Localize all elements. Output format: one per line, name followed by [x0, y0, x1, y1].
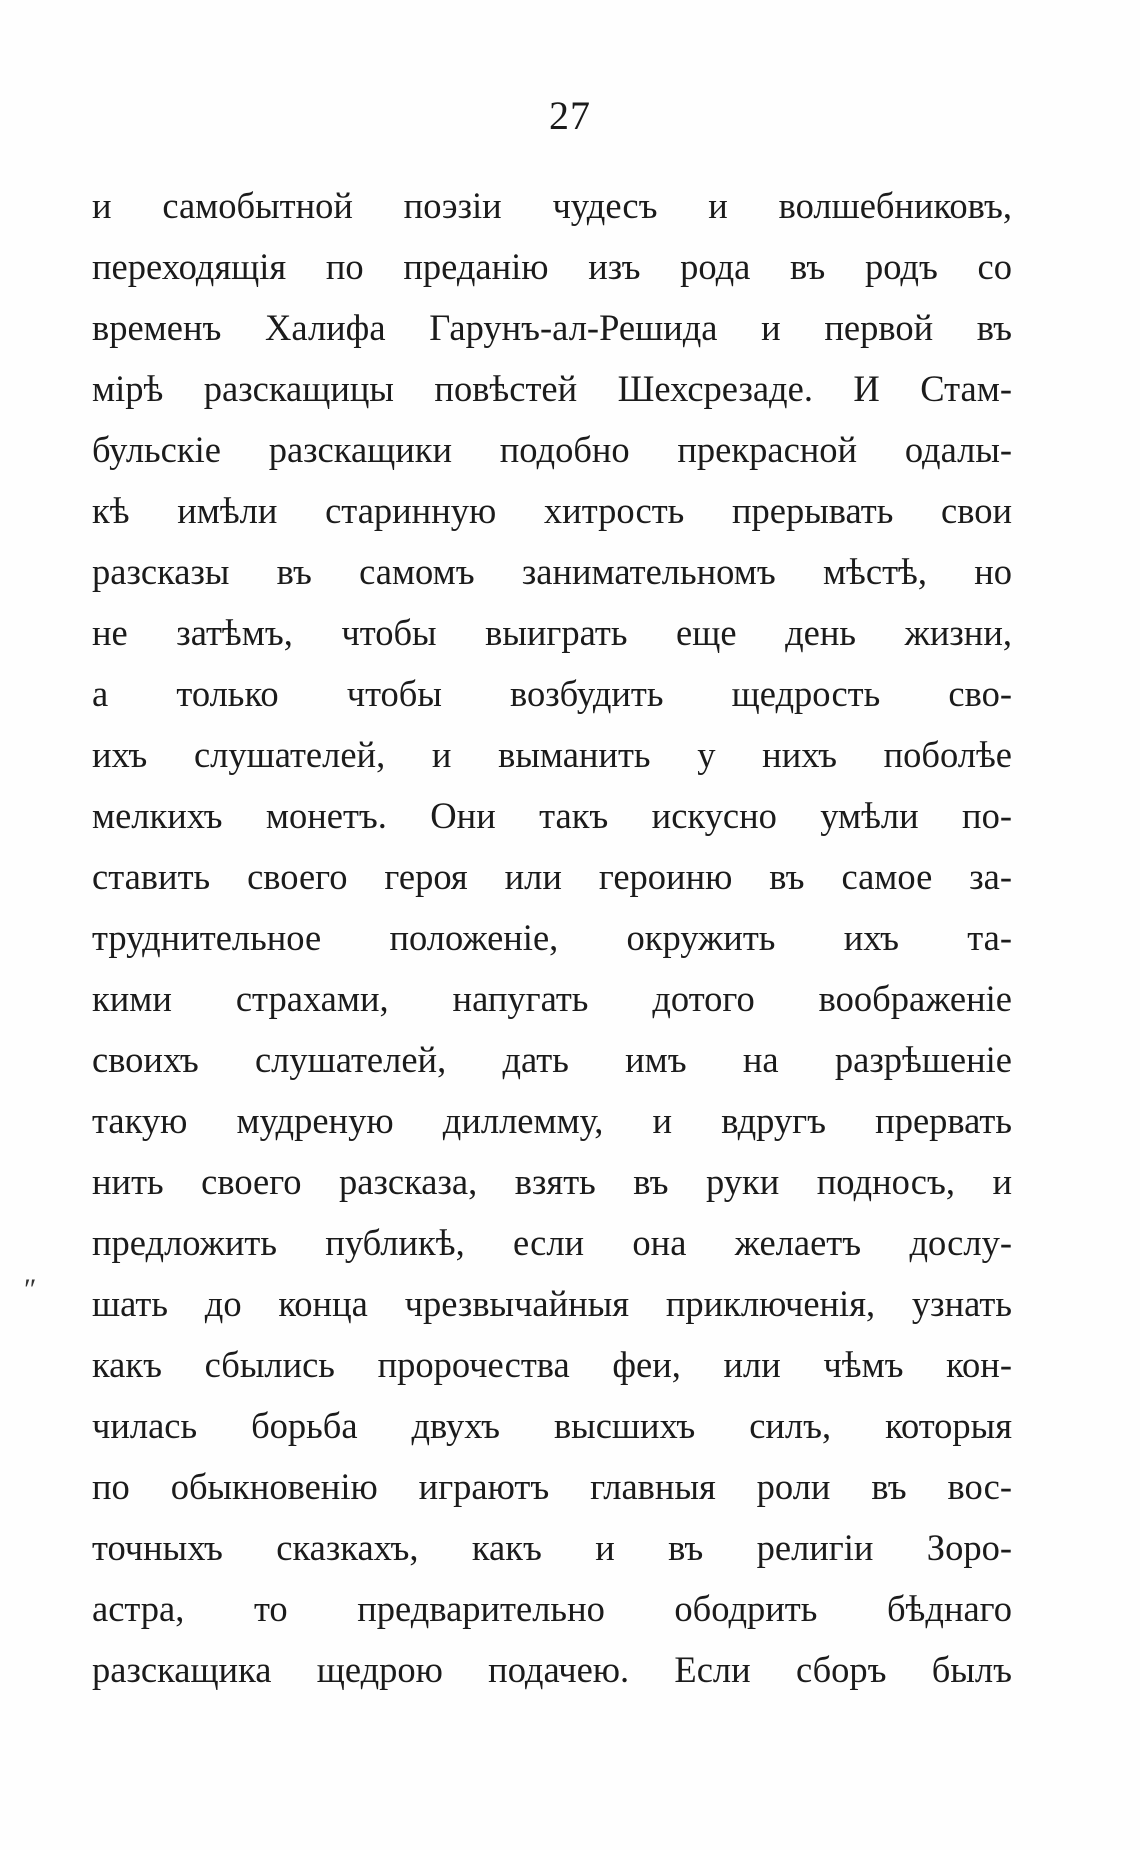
text-line: чилась борьба двухъ высшихъ силъ, которыя — [92, 1405, 1012, 1446]
text-line: какъ сбылись пророчества феи, или чѣмъ кон- — [92, 1344, 1012, 1385]
text-line: шать до конца чрезвычайныя приключенія, узнать — [92, 1283, 1012, 1324]
text-line: такую мудреную диллемму, и вдругъ прервать — [92, 1100, 1012, 1141]
text-line: ставить своего героя или героиню въ самое за- — [92, 856, 1012, 897]
text-line: и самобытной поэзіи чудесъ и волшебниковъ, — [92, 185, 1012, 226]
text-line: кими страхами, напугать дотого воображеніе — [92, 978, 1012, 1019]
text-line: не затѣмъ, чтобы выиграть еще день жизни, — [92, 612, 1012, 653]
page-number: 27 — [549, 93, 591, 138]
margin-mark: ″ — [24, 1273, 37, 1306]
text-line: кѣ имѣли старинную хитрость прерывать свои — [92, 490, 1012, 531]
text-line: своихъ слушателей, дать имъ на разрѣшеніе — [92, 1039, 1012, 1080]
text-line: переходящія по преданію изъ рода въ родъ со — [92, 246, 1012, 287]
text-line: мелкихъ монетъ. Они такъ искусно умѣли по- — [92, 795, 1012, 836]
text-line: бульскіе разскащики подобно прекрасной одалы- — [92, 429, 1012, 470]
text-line: мірѣ разскащицы повѣстей Шехсрезаде. И Стам- — [92, 368, 1012, 409]
text-line: по обыкновенію играютъ главныя роли въ вос- — [92, 1466, 1012, 1507]
text-line: предложить публикѣ, если она желаетъ дослу- — [92, 1222, 1012, 1263]
text-line: а только чтобы возбудить щедрость сво- — [92, 673, 1012, 714]
text-line: точныхъ сказкахъ, какъ и въ религіи Зоро- — [92, 1527, 1012, 1568]
text-line: труднительное положеніе, окружить ихъ та- — [92, 917, 1012, 958]
text-line: временъ Халифа Гарунъ-ал-Решида и первой въ — [92, 307, 1012, 348]
body-text — [92, 175, 1012, 1700]
text-line: разскащика щедрою подачею. Если сборъ былъ — [92, 1649, 1012, 1690]
text-line: разсказы въ самомъ занимательномъ мѣстѣ, но — [92, 551, 1012, 592]
text-line: ихъ слушателей, и выманить у нихъ поболѣе — [92, 734, 1012, 775]
text-line: нить своего разсказа, взять въ руки подносъ, и — [92, 1161, 1012, 1202]
text-line: астра, то предварительно ободрить бѣднаго — [92, 1588, 1012, 1629]
